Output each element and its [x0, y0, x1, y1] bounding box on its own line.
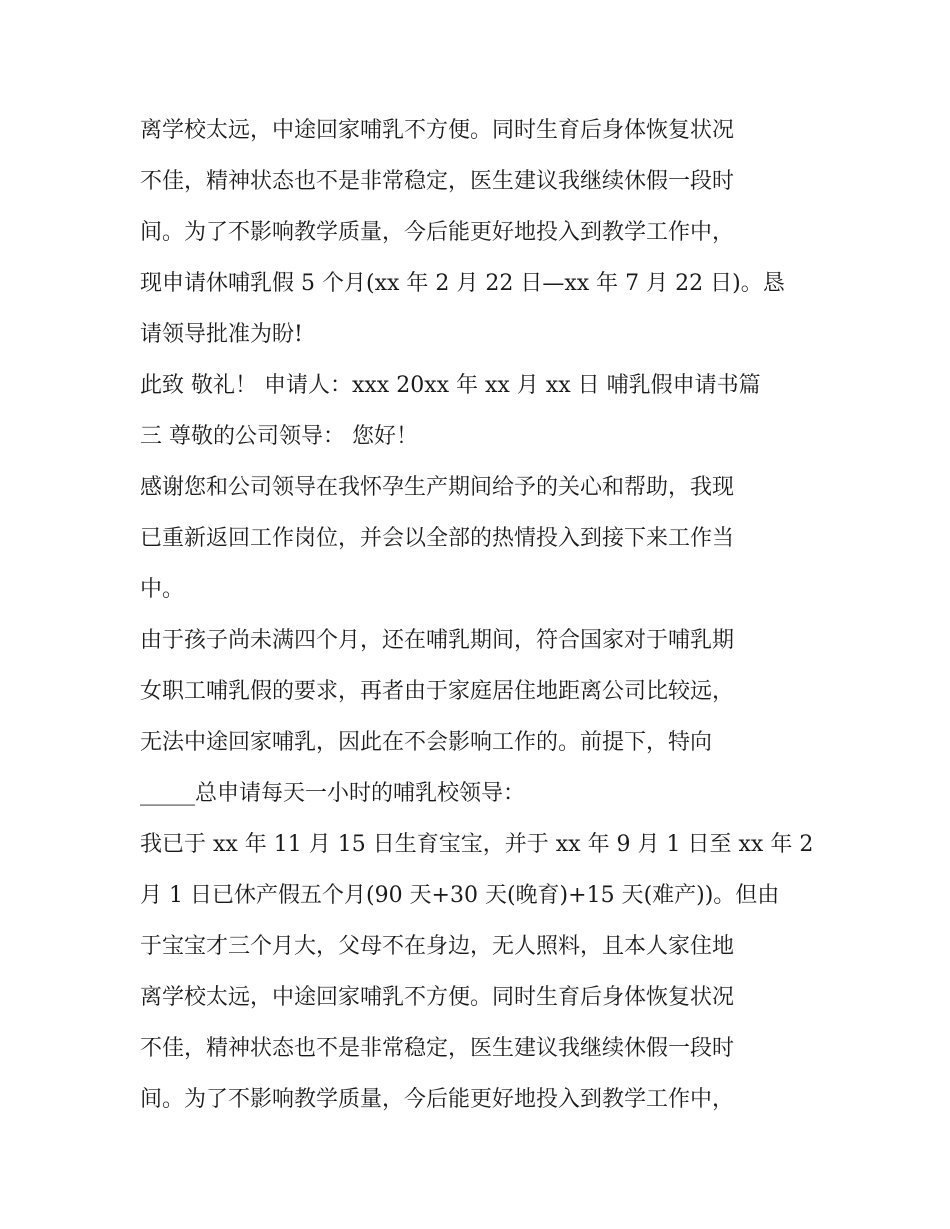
text-line-16: 月 1 日已休产假五个月(90 天+30 天(晚育)+15 天(难产))。但由 — [140, 883, 780, 908]
text-line-17: 于宝宝才三个月大，父母不在身边，无人照料，且本人家住地 — [140, 934, 735, 959]
text-line-6: 此致 敬礼！ 申请人：xxx 20xx 年 xx 月 xx 日 哺乳假申请书篇 — [140, 373, 761, 398]
text-line-15: 我已于 xx 年 11 月 15 日生育宝宝，并于 xx 年 9 月 1 日至 xx 年 2 — [140, 832, 814, 857]
text-line-2: 不佳，精神状态也不是非常稳定，医生建议我继续休假一段时 — [140, 169, 735, 194]
text-line-4: 现申请休哺乳假 5 个月(xx 年 2 月 22 日—xx 年 7 月 22 日)。恳 — [140, 271, 785, 296]
text-line-10: 中。 — [140, 577, 185, 602]
text-line-12: 女职工哺乳假的要求，再者由于家庭居住地距离公司比较远， — [140, 679, 735, 704]
document-body — [140, 105, 820, 1125]
text-line-14: _____总申请每天一小时的哺乳校领导： — [140, 781, 526, 806]
text-line-18: 离学校太远，中途回家哺乳不方便。同时生育后身体恢复状况 — [140, 985, 735, 1010]
text-line-7: 三 尊敬的公司领导： 您好！ — [140, 424, 418, 449]
text-line-20: 间。为了不影响教学质量，今后能更好地投入到教学工作中， — [140, 1087, 735, 1112]
text-line-3: 间。为了不影响教学质量，今后能更好地投入到教学工作中， — [140, 220, 735, 245]
text-line-8: 感谢您和公司领导在我怀孕生产期间给予的关心和帮助，我现 — [140, 475, 735, 500]
text-line-9: 已重新返回工作岗位，并会以全部的热情投入到接下来工作当 — [140, 526, 735, 551]
text-line-13: 无法中途回家哺乳，因此在不会影响工作的。前提下，特向 — [140, 730, 713, 755]
text-line-19: 不佳，精神状态也不是非常稳定，医生建议我继续休假一段时 — [140, 1036, 735, 1061]
text-line-1: 离学校太远，中途回家哺乳不方便。同时生育后身体恢复状况 — [140, 118, 735, 143]
text-line-5: 请领导批准为盼! — [140, 322, 303, 347]
text-line-11: 由于孩子尚未满四个月，还在哺乳期间，符合国家对于哺乳期 — [140, 628, 735, 653]
